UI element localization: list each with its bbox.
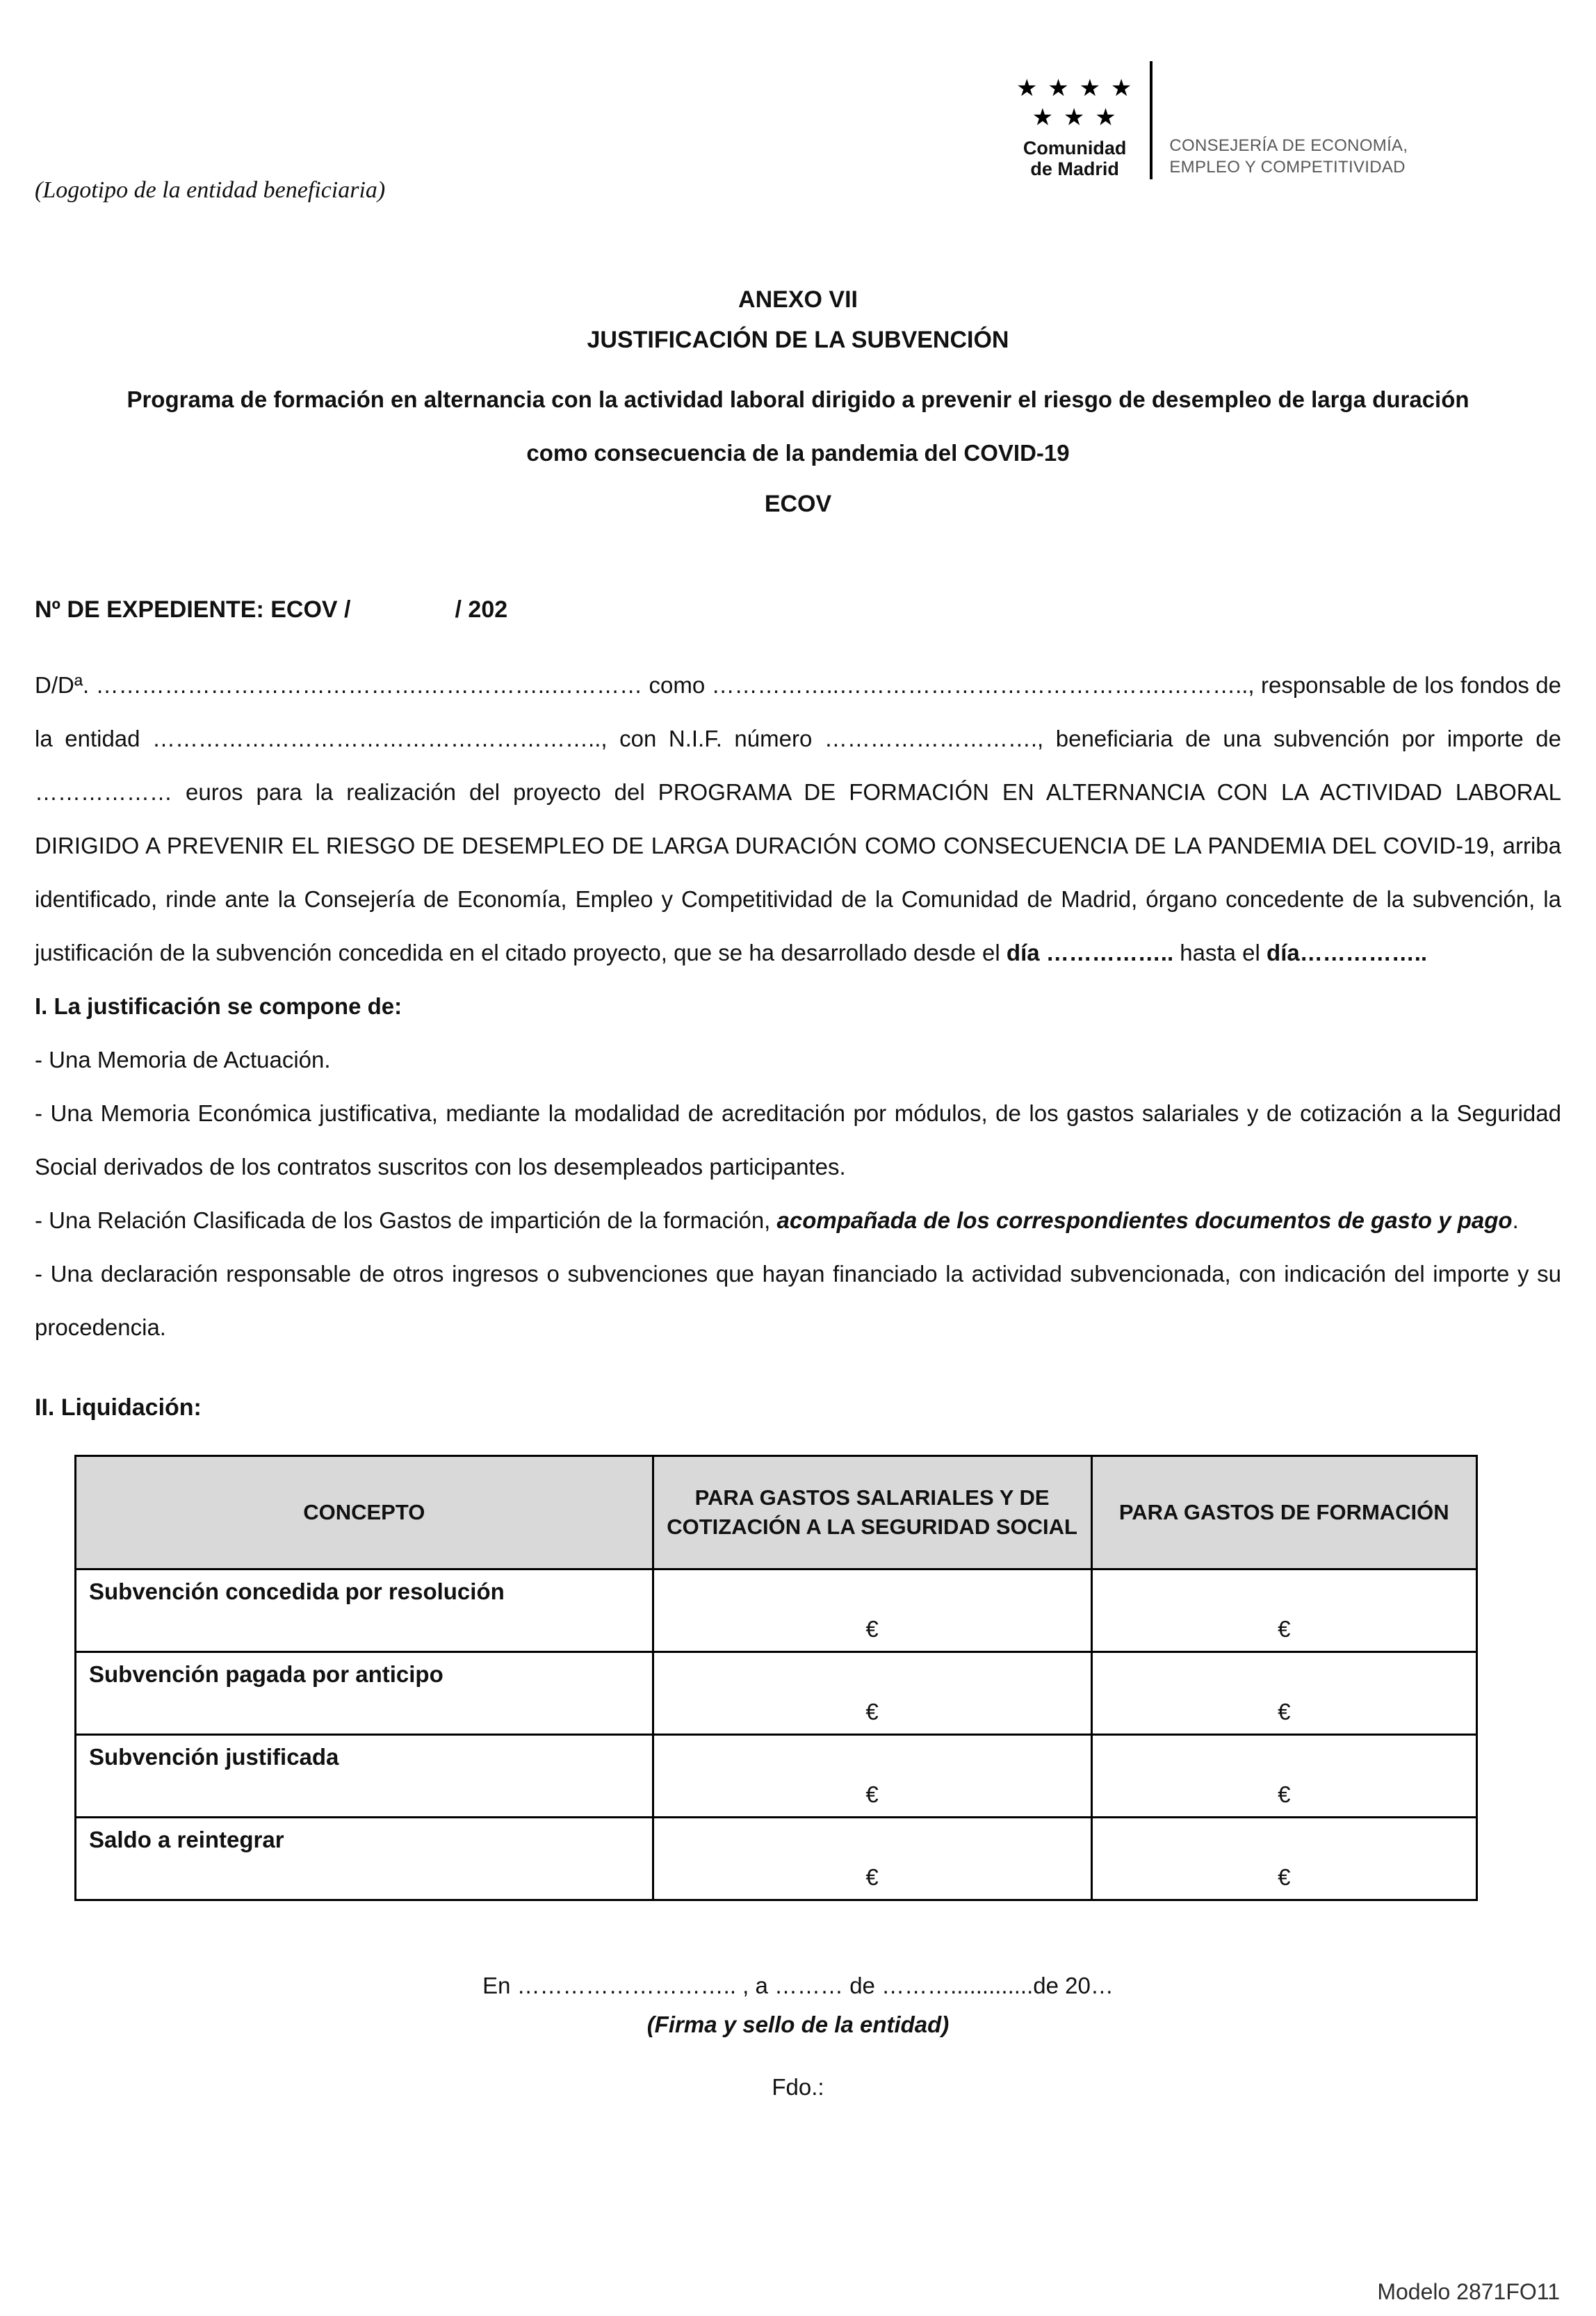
madrid-flag-block — [1016, 74, 1133, 179]
header-gastos-salariales: PARA GASTOS SALARIALES Y DE COTIZACIÓN A LA SEGURIDAD SOCIAL — [653, 1456, 1091, 1569]
section-1-heading: I. La justificación se compone de: — [35, 993, 402, 1019]
section-2-heading: II. Liquidación: — [35, 1394, 202, 1421]
header-concepto: CONCEPTO — [76, 1456, 653, 1569]
comunidad-madrid-logo — [1016, 61, 1408, 179]
madrid-stars-icon — [1016, 74, 1133, 132]
title-block — [35, 279, 1561, 528]
liquidation-table — [74, 1455, 1478, 1901]
logo-wordmark-line1: Comunidad — [1023, 138, 1127, 158]
table-row — [76, 1735, 1477, 1818]
cell-euro-salariales-3: € — [653, 1735, 1091, 1818]
file-number-label: Nº DE EXPEDIENTE: ECOV / — [35, 596, 351, 623]
table-row — [76, 1652, 1477, 1735]
declaration-paragraph — [35, 658, 1561, 979]
start-date-field: día …………….. — [1006, 940, 1174, 965]
document-content — [0, 175, 1596, 2103]
section-1-item-2: - Una Memoria Económica justificativa, mediante la modalidad de acreditación por módulos, de los gastos salariales y de cotización a la Seguridad Social derivados de los contratos suscritos con los desempleados participantes. — [35, 1100, 1561, 1180]
table-header-row — [76, 1456, 1477, 1569]
department-line2: EMPLEO Y COMPETITIVIDAD — [1169, 158, 1406, 177]
department-name — [1169, 135, 1408, 179]
signature-note: (Firma y sello de la entidad) — [646, 2012, 950, 2037]
cell-euro-salariales-2: € — [653, 1652, 1091, 1735]
item-3-period: . — [1512, 1207, 1519, 1233]
logo-divider — [1150, 61, 1153, 179]
table-row — [76, 1818, 1477, 1900]
declaration-text: D/Dª. …………………………………….……………..………… como ……………..…………………………………….……….., responsable de los fondos de la entidad ………………………………………………….., con N.I.F. número ………………………., beneficiaria de una subvención por importe de ……………… euros para la realización del proyecto del PROGRAMA DE FORMACIÓN EN ALTERNANCIA CON LA ACTIVIDAD LABORAL DIRIGIDO A PREVENIR EL RIESGO DE DESEMPLEO DE LARGA DURACIÓN COMO CONSECUENCIA DE LA PANDEMIA DEL COVID-19, arriba identificado, rinde ante la Consejería de Economía, Empleo y Competitividad de la Comunidad de Madrid, órgano concedente de la subvención, la justificación de la subvención concedida en el citado proyecto, que se ha desarrollado desde el — [35, 672, 1561, 965]
section-1-item-4: - Una declaración responsable de otros ingresos o subvenciones que hayan financiado la actividad subvencionada, con indicación del importe y su procedencia. — [35, 1261, 1561, 1340]
declaration-connector: hasta el — [1173, 940, 1267, 965]
item-3-text: - Una Relación Clasificada de los Gastos de impartición de la formación, — [35, 1207, 777, 1233]
row-label-subvencion-justificada: Subvención justificada — [76, 1735, 653, 1818]
signed-by-label: Fdo.: — [772, 2074, 824, 2100]
cell-euro-formacion-1: € — [1091, 1569, 1476, 1652]
logo-wordmark — [1023, 138, 1127, 179]
stars-row-2: ★ ★ ★ — [1032, 104, 1118, 131]
date-place-line: En ……………………….. , a ……… de ……….............de 20… — [482, 1973, 1114, 1998]
cell-euro-formacion-4: € — [1091, 1818, 1476, 1900]
row-label-saldo-reintegrar: Saldo a reintegrar — [76, 1818, 653, 1900]
program-title-line2: como consecuencia de la pandemia del COVID-19 — [526, 440, 1070, 466]
table-row — [76, 1569, 1477, 1652]
cell-euro-salariales-4: € — [653, 1818, 1091, 1900]
section-1-item-1: - Una Memoria de Actuación. — [35, 1047, 331, 1073]
program-title-line1: Programa de formación en alternancia con la actividad laboral dirigido a prevenir el riesgo de desempleo de larga duración — [127, 386, 1469, 412]
row-label-subvencion-concedida: Subvención concedida por resolución — [76, 1569, 653, 1652]
cell-euro-salariales-1: € — [653, 1569, 1091, 1652]
department-line1: CONSEJERÍA DE ECONOMÍA, — [1169, 136, 1408, 155]
section-1-item-3 — [35, 1193, 1561, 1247]
signature-block — [35, 1971, 1561, 2103]
document-title: JUSTIFICACIÓN DE LA SUBVENCIÓN — [587, 327, 1009, 353]
cell-euro-formacion-3: € — [1091, 1735, 1476, 1818]
cell-euro-formacion-2: € — [1091, 1652, 1476, 1735]
logo-wordmark-line2: de Madrid — [1030, 158, 1119, 179]
row-label-subvencion-pagada: Subvención pagada por anticipo — [76, 1652, 653, 1735]
form-model-code: Modelo 2871FO11 — [1377, 2279, 1560, 2304]
header-gastos-formacion: PARA GASTOS DE FORMACIÓN — [1091, 1456, 1476, 1569]
item-3-emphasis: acompañada de los correspondientes documentos de gasto y pago — [776, 1207, 1513, 1233]
stars-row-1: ★ ★ ★ ★ — [1016, 74, 1134, 102]
end-date-field: día…………….. — [1267, 940, 1428, 965]
beneficiary-logo-placeholder: (Logotipo de la entidad beneficiaria) — [35, 177, 386, 203]
program-acronym: ECOV — [764, 491, 832, 517]
file-number-suffix: / 202 — [455, 596, 508, 623]
annex-title: ANEXO VII — [738, 286, 858, 313]
file-number-line — [35, 594, 1561, 625]
